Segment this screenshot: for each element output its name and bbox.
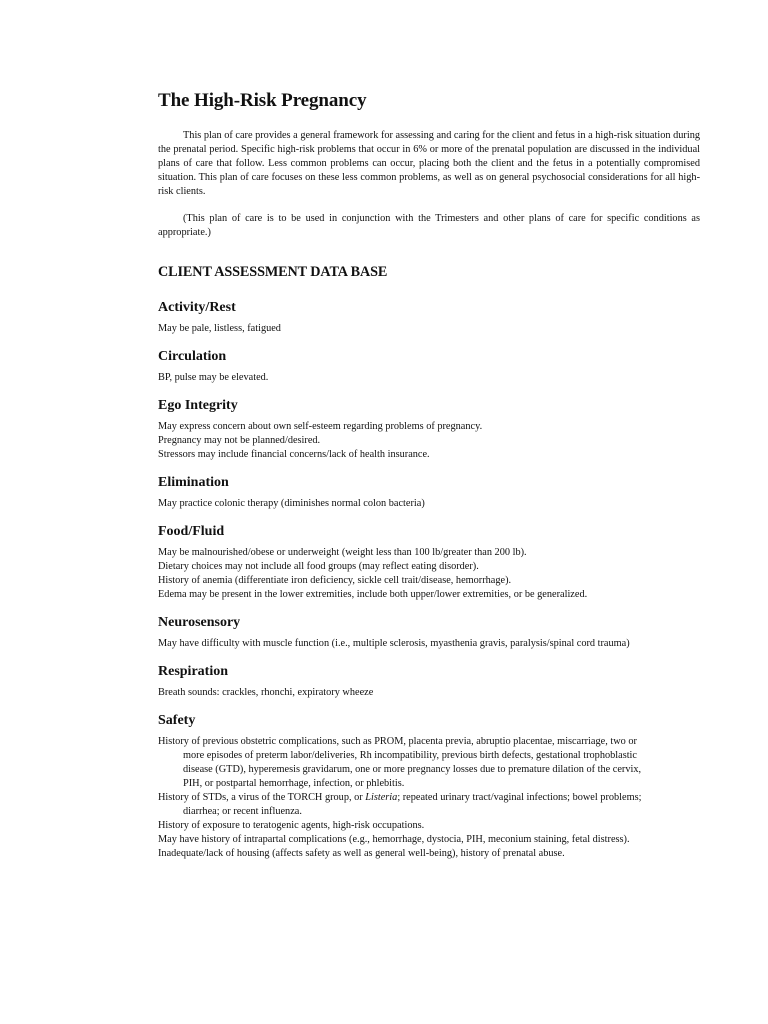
text-line: Edema may be present in the lower extremities, include both upper/lower extremities, or be generalized. — [158, 589, 588, 600]
text-line: History of anemia (differentiate iron deficiency, sickle cell trait/disease, hemorrhage). — [158, 575, 512, 586]
text-line: diarrhea; or recent influenza. — [183, 806, 302, 817]
text-line: May be malnourished/obese or underweight (weight less than 100 lb/greater than 200 lb). — [158, 547, 527, 558]
text-line: Breath sounds: crackles, rhonchi, expiratory wheeze — [158, 687, 374, 698]
text-line: BP, pulse may be elevated. — [158, 372, 269, 383]
text-line: disease (GTD), hyperemesis gravidarum, one or more pregnancy losses due to premature dilation of the cervix, — [183, 764, 642, 775]
subsection-heading: Elimination — [158, 475, 229, 490]
document-content — [158, 88, 700, 861]
section-neurosensory — [158, 613, 700, 651]
text-line: History of previous obstetric complications, such as PROM, placenta previa, abruptio placentae, miscarriage, two or — [158, 736, 637, 747]
text-fragment: ; repeated urinary tract/vaginal infections; bowel problems; — [397, 792, 642, 803]
text-line: May have difficulty with muscle function (i.e., multiple sclerosis, myasthenia gravis, paralysis/spinal cord trauma) — [158, 638, 630, 649]
subsection-heading: Food/Fluid — [158, 524, 225, 539]
text-line: May be pale, listless, fatigued — [158, 323, 281, 334]
section-circulation — [158, 347, 700, 385]
text-line: May express concern about own self-esteem regarding problems of pregnancy. — [158, 421, 483, 432]
section-safety — [158, 711, 700, 861]
subsection-heading: Neurosensory — [158, 615, 241, 630]
text-line: Inadequate/lack of housing (affects safety as well as general well-being), history of prenatal abuse. — [158, 848, 565, 859]
text-line: more episodes of preterm labor/deliveries, Rh incompatibility, previous birth defects, gestational trophoblastic — [183, 750, 637, 761]
intro — [158, 129, 700, 240]
subsection-heading: Activity/Rest — [158, 300, 236, 315]
section-respiration — [158, 662, 700, 700]
section-activity-rest — [158, 298, 700, 336]
text-line: PIH, or postpartal hemorrhage, infection, or phlebitis. — [183, 778, 405, 789]
subsection-heading: Respiration — [158, 664, 228, 679]
text-line: Stressors may include financial concerns/lack of health insurance. — [158, 449, 430, 460]
italic-term: Listeria — [365, 792, 398, 803]
text-line: Dietary choices may not include all food groups (may reflect eating disorder). — [158, 561, 479, 572]
text-line — [158, 791, 700, 805]
subsection-heading: Ego Integrity — [158, 398, 238, 413]
section-ego-integrity — [158, 396, 700, 462]
text-line: May practice colonic therapy (diminishes normal colon bacteria) — [158, 498, 425, 509]
subsection-heading: Circulation — [158, 349, 227, 364]
intro-paragraph: (This plan of care is to be used in conjunction with the Trimesters and other plans of care for specific conditions as appropriate.) — [158, 213, 700, 238]
section-heading: CLIENT ASSESSMENT DATA BASE — [158, 264, 388, 280]
text-fragment: History of STDs, a virus of the TORCH group, or — [158, 792, 366, 803]
intro-paragraph: This plan of care provides a general framework for assessing and caring for the client and fetus in a high-risk situation during the prenatal period. Specific high-risk problems that occur in 6% or more of the prenatal population are discussed in the individual plans of care that follow. Less common problems can occur, placing both the client and the fetus in a potentially compromised situation. This plan of care focuses on these less common problems, as well as on general psychosocial considerations for all high-risk clients. — [158, 130, 700, 197]
section-food-fluid — [158, 522, 700, 602]
page-title: The High-Risk Pregnancy — [158, 90, 367, 111]
text-line: Pregnancy may not be planned/desired. — [158, 435, 321, 446]
section-elimination — [158, 473, 700, 511]
text-line: History of exposure to teratogenic agents, high-risk occupations. — [158, 820, 425, 831]
subsection-heading: Safety — [158, 713, 196, 728]
text-line: May have history of intrapartal complications (e.g., hemorrhage, dystocia, PIH, meconium staining, fetal distress). — [158, 834, 630, 845]
